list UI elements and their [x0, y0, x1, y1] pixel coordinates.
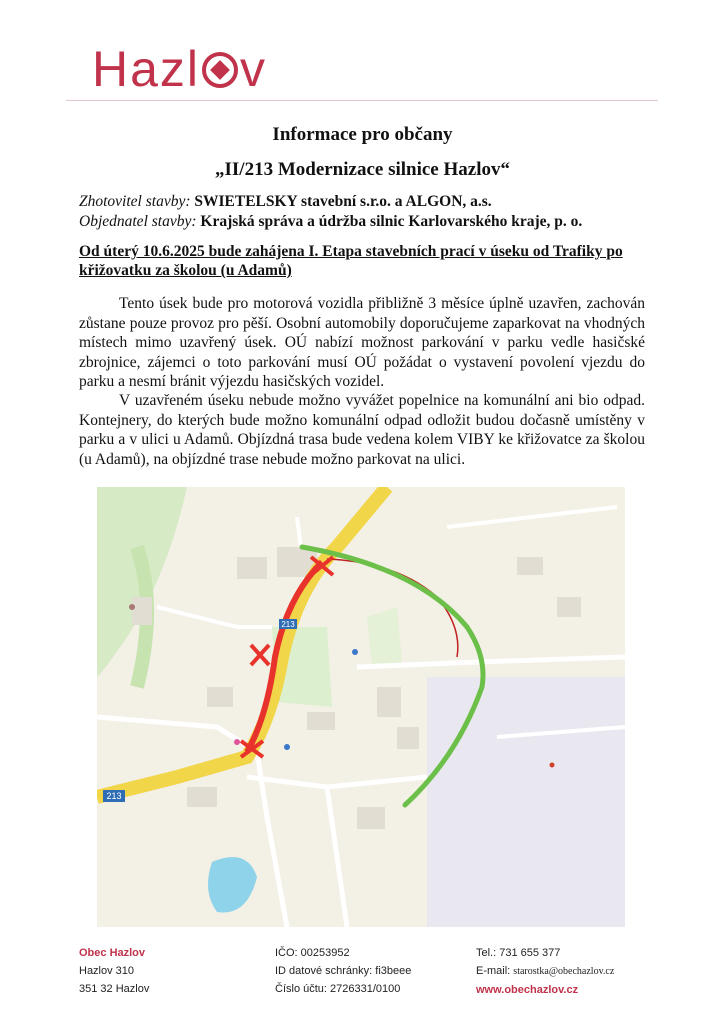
route-map [97, 487, 625, 927]
client-line [79, 213, 582, 231]
footer-city: 351 32 Hazlov [79, 983, 150, 995]
road-label-west: 213 [106, 791, 122, 801]
hazlov-logo: Hazl v [92, 41, 268, 97]
footer-org: Obec Hazlov [79, 947, 146, 959]
footer-contact [476, 944, 614, 999]
map-field [367, 607, 402, 667]
logo-o-mark [202, 52, 238, 88]
footer-tel: Tel.: 731 655 377 [476, 947, 561, 959]
footer-account: Číslo účtu: 2726331/0100 [275, 983, 401, 995]
contractor-value: SWIETELSKY stavební s.r.o. a ALGON, a.s. [194, 193, 492, 210]
page-title: Informace pro občany [272, 124, 453, 145]
client-value: Krajská správa a údržba silnic Karlovarského kraje, p. o. [200, 213, 583, 230]
footer-street: Hazlov 310 [79, 965, 135, 977]
footer-ico: IČO: 00253952 [275, 947, 350, 959]
footer-data-box: ID datové schránky: fi3beee [275, 965, 412, 977]
footer-email-label: E-mail: [476, 965, 511, 977]
announcement-headline: Od úterý 10.6.2025 bude zahájena I. Etapa stavebních prací v úseku od Trafiky po křižovatku za školou (u Adamů) [79, 243, 623, 279]
footer-email[interactable]: starostka@obechazlov.cz [513, 966, 615, 977]
footer-web[interactable]: www.obechazlov.cz [476, 984, 579, 996]
contractor-line [79, 193, 492, 211]
client-label: Objednatel stavby: [79, 213, 197, 230]
footer-ids [275, 944, 411, 998]
road-label-north: 213 [281, 620, 295, 629]
paragraph-closure: Tento úsek bude pro motorová vozidla přibližně 3 měsíce úplně uzavřen, zachován zůstane pouze provoz pro pěší. Osobní automobily doporučujeme zaparkovat na vhodných místech mimo uzavřený úsek. OÚ nabízí možnost parkování v parku vedle hasičské zbrojnice, zájemci o toto parkování musí OÚ požádat o vystavení povolení vjezdu do parku a nesmí bránit výjezdu hasičských vozidel. [79, 295, 645, 390]
page-subtitle: „II/213 Modernizace silnice Hazlov“ [215, 159, 510, 180]
contractor-label: Zhotovitel stavby: [79, 193, 191, 210]
header-divider [66, 100, 658, 101]
footer-email-line [476, 962, 614, 981]
footer-address [79, 944, 149, 998]
paragraph-waste: V uzavřeném úseku nebude možno vyvážet popelnice na komunální ani bio odpad. Kontejnery, do kterých bude možno komunální odpad odložit budou dočasně umístěny v parku a v ulici u Adamů. Objízdná trasa bude vedena kolem VIBY ke křižovatce za školou (u Adamů), na objízdné trase nebude možno parkovat na ulici. [79, 392, 645, 468]
map-area-gray [427, 677, 625, 927]
